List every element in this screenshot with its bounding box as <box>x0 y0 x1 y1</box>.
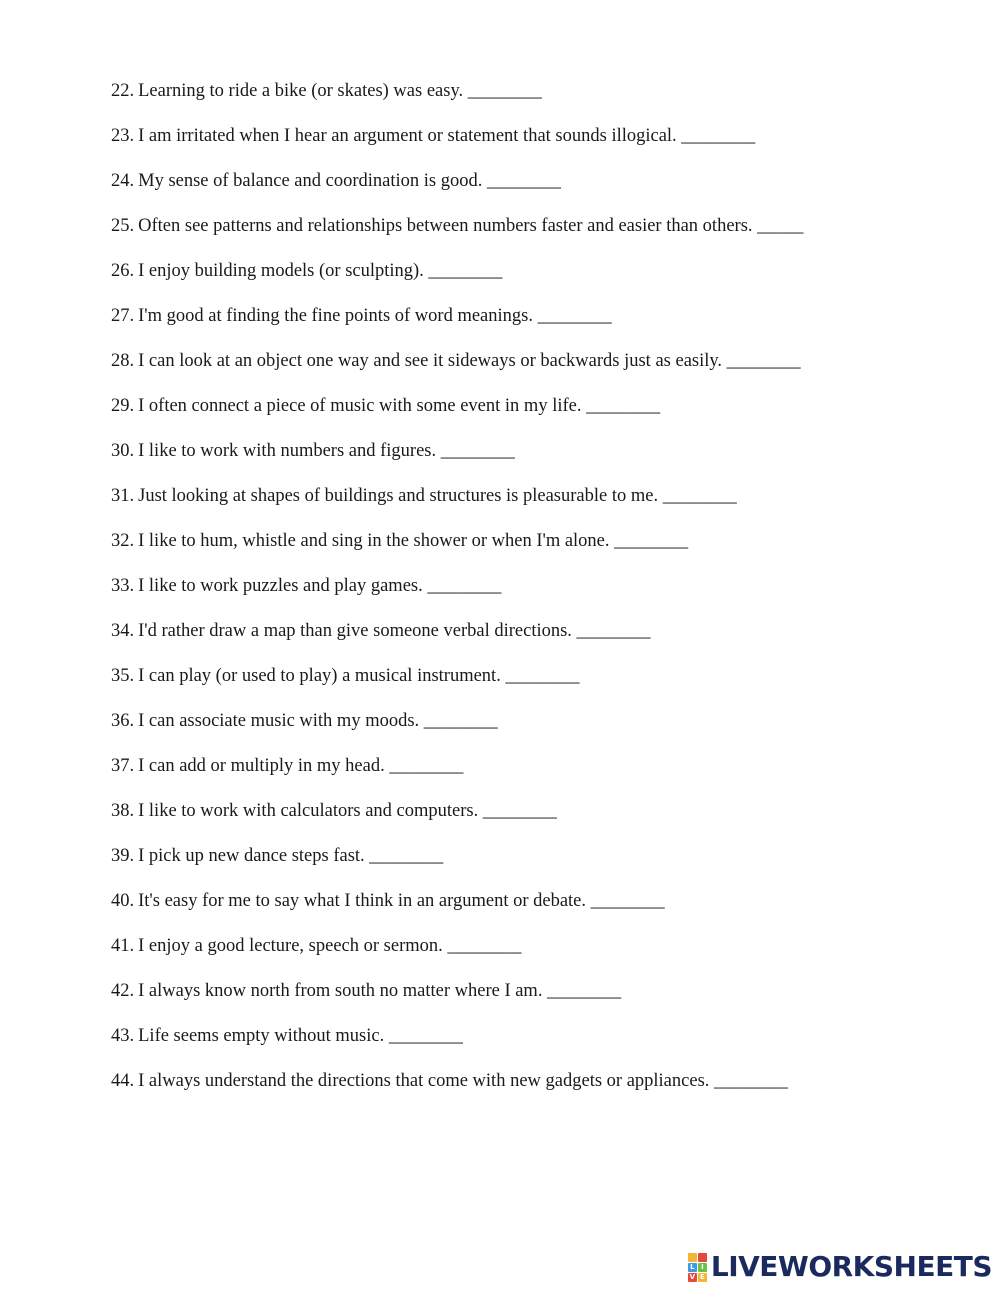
question-number: 30. <box>111 441 135 461</box>
question-number: 37. <box>111 756 135 776</box>
question-text: I can look at an object one way and see it sideways or backwards just as easily. ________ <box>138 351 801 371</box>
question-text: I can associate music with my moods. ________ <box>138 711 498 731</box>
question-number: 40. <box>111 891 135 911</box>
question-38 <box>111 800 971 822</box>
logo-block: E <box>698 1273 707 1282</box>
question-44 <box>111 1070 971 1092</box>
question-number: 34. <box>111 621 135 641</box>
question-text: I enjoy a good lecture, speech or sermon. ________ <box>138 936 522 956</box>
question-33 <box>111 575 971 597</box>
question-text: I often connect a piece of music with some event in my life. ________ <box>138 396 661 416</box>
question-text: I can play (or used to play) a musical instrument. ________ <box>138 666 580 686</box>
logo-blocks-icon <box>688 1253 707 1282</box>
logo-block: V <box>689 1272 696 1281</box>
question-number: 39. <box>111 846 135 866</box>
question-23 <box>111 125 971 147</box>
logo-text: LIVEWORKSHEETS <box>710 1250 992 1283</box>
question-text: Learning to ride a bike (or skates) was easy. ________ <box>138 81 542 101</box>
question-43 <box>111 1025 971 1047</box>
question-number: 28. <box>111 351 135 371</box>
question-28 <box>111 350 971 372</box>
question-41 <box>111 935 971 957</box>
question-32 <box>111 530 971 552</box>
question-text: I pick up new dance steps fast. ________ <box>138 846 444 866</box>
question-number: 22. <box>111 81 135 101</box>
question-number: 38. <box>111 801 135 821</box>
liveworksheets-logo <box>688 1250 992 1283</box>
question-number: 42. <box>111 981 135 1001</box>
question-number: 24. <box>111 171 135 191</box>
question-number: 27. <box>111 306 135 326</box>
question-25 <box>111 215 971 237</box>
question-39 <box>111 845 971 867</box>
question-text: I like to work with calculators and computers. ________ <box>138 801 557 821</box>
question-number: 26. <box>111 261 135 281</box>
question-number: 25. <box>111 216 135 236</box>
question-29 <box>111 395 971 417</box>
question-text: I like to hum, whistle and sing in the shower or when I'm alone. ________ <box>138 531 689 551</box>
question-37 <box>111 755 971 777</box>
question-text: I always understand the directions that come with new gadgets or appliances. ________ <box>138 1071 789 1091</box>
logo-block <box>698 1253 707 1262</box>
question-36 <box>111 710 971 732</box>
question-number: 44. <box>111 1071 135 1091</box>
question-text: I'd rather draw a map than give someone verbal directions. ________ <box>138 621 651 641</box>
question-text: I'm good at finding the fine points of word meanings. ________ <box>138 306 612 326</box>
question-text: I am irritated when I hear an argument or statement that sounds illogical. ________ <box>138 126 756 146</box>
question-27 <box>111 305 971 327</box>
question-text: My sense of balance and coordination is good. ________ <box>138 171 561 191</box>
question-text: It's easy for me to say what I think in an argument or debate. ________ <box>138 891 665 911</box>
question-40 <box>111 890 971 912</box>
question-text: Just looking at shapes of buildings and structures is pleasurable to me. ________ <box>138 486 737 506</box>
question-30 <box>111 440 971 462</box>
logo-block: I <box>698 1263 707 1272</box>
question-text: Often see patterns and relationships between numbers faster and easier than others. _____ <box>138 216 804 236</box>
question-42 <box>111 980 971 1002</box>
question-text: I like to work puzzles and play games. ________ <box>138 576 502 596</box>
question-35 <box>111 665 971 687</box>
question-24 <box>111 170 971 192</box>
question-number: 23. <box>111 126 135 146</box>
question-text: Life seems empty without music. ________ <box>138 1026 463 1046</box>
question-number: 31. <box>111 486 135 506</box>
question-number: 41. <box>111 936 135 956</box>
question-text: I can add or multiply in my head. ________ <box>138 756 464 776</box>
question-text: I always know north from south no matter where I am. ________ <box>138 981 622 1001</box>
question-31 <box>111 485 971 507</box>
question-number: 35. <box>111 666 135 686</box>
question-text: I enjoy building models (or sculpting). ________ <box>138 261 503 281</box>
question-34 <box>111 620 971 642</box>
question-number: 32. <box>111 531 135 551</box>
question-text: I like to work with numbers and figures. ________ <box>138 441 515 461</box>
logo-block <box>688 1253 697 1262</box>
question-list <box>111 80 971 1115</box>
question-26 <box>111 260 971 282</box>
question-number: 36. <box>111 711 135 731</box>
question-number: 29. <box>111 396 135 416</box>
logo-block: L <box>688 1263 697 1272</box>
question-number: 43. <box>111 1026 135 1046</box>
question-number: 33. <box>111 576 135 596</box>
question-22 <box>111 80 971 102</box>
